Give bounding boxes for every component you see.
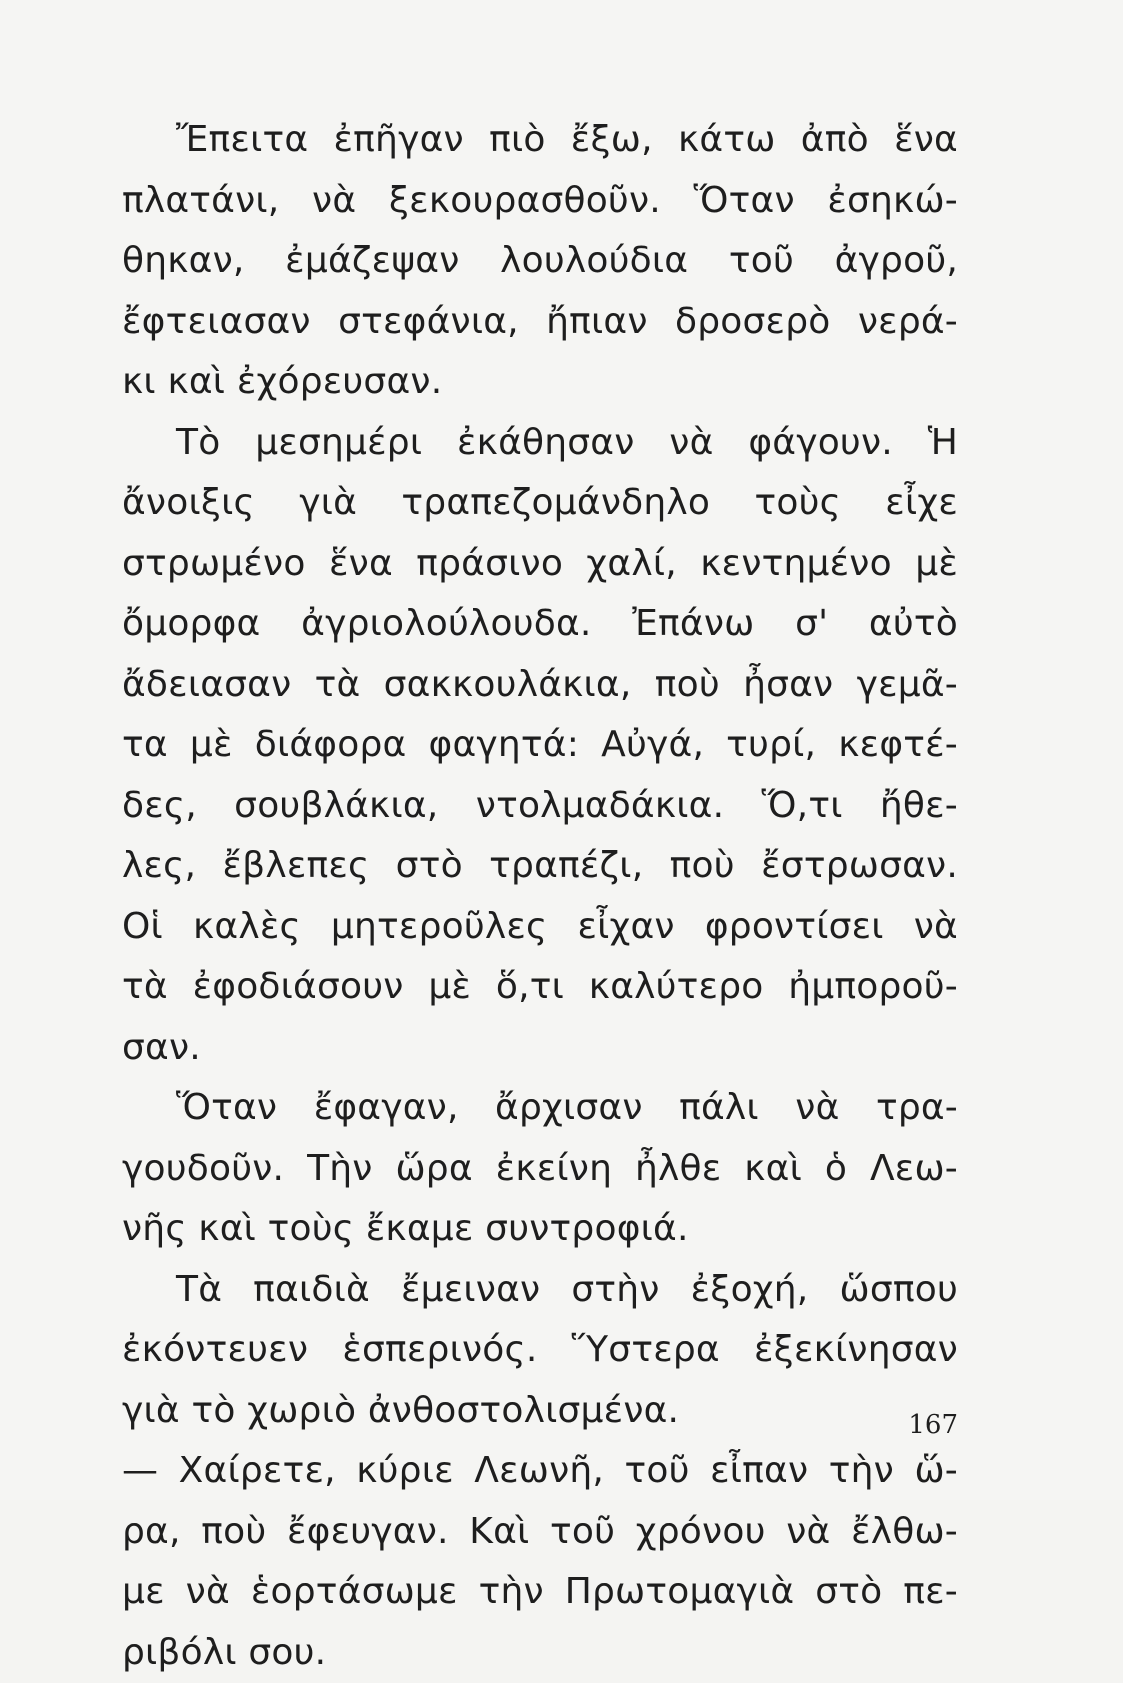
dialogue-line: — Χαίρετε, κύριε Λεωνῆ, τοῦ εἶπαν τὴν ὥ- (122, 1441, 958, 1502)
text-line: δες, σουβλάκια, ντολμαδάκια. Ὅ,τι ἤθε- (122, 776, 958, 837)
text-line: Οἱ καλὲς μητεροῦλες εἶχαν φροντίσει νὰ (122, 897, 958, 958)
text-line: Τὸ μεσημέρι ἐκάθησαν νὰ φάγουν. Ἡ (122, 413, 958, 474)
dialogue-line: ρα, ποὺ ἔφευγαν. Καὶ τοῦ χρόνου νὰ ἔλθω- (122, 1502, 958, 1563)
text-line: νῆς καὶ τοὺς ἔκαμε συντροφιά. (122, 1199, 958, 1260)
text-line: τα μὲ διάφορα φαγητά: Αὐγά, τυρί, κεφτέ- (122, 715, 958, 776)
page-number: 167 (902, 1410, 958, 1440)
text-line: κι καὶ ἐχόρευσαν. (122, 352, 958, 413)
text-line: πλατάνι, νὰ ξεκουρασθοῦν. Ὅταν ἐσηκώ- (122, 171, 958, 232)
page-text (122, 110, 958, 1683)
text-line: ἔφτειασαν στεφάνια, ἤπιαν δροσερὸ νερά- (122, 292, 958, 353)
text-line: ἄνοιξις γιὰ τραπεζομάνδηλο τοὺς εἶχε (122, 473, 958, 534)
dialogue-line: ριβόλι σου. (122, 1623, 958, 1683)
dialogue-line: με νὰ ἑορτάσωμε τὴν Πρωτομαγιὰ στὸ πε- (122, 1562, 958, 1623)
text-line: λες, ἔβλεπες στὸ τραπέζι, ποὺ ἔστρωσαν. (122, 836, 958, 897)
text-line: Τὰ παιδιὰ ἔμειναν στὴν ἐξοχή, ὥσπου (122, 1260, 958, 1321)
text-line: ὄμορφα ἀγριολούλουδα. Ἐπάνω σ' αὐτὸ (122, 594, 958, 655)
text-line: Ἔπειτα ἐπῆγαν πιὸ ἔξω, κάτω ἀπὸ ἕνα (122, 110, 958, 171)
text-line: ἄδειασαν τὰ σακκουλάκια, ποὺ ἦσαν γεμᾶ- (122, 655, 958, 716)
text-line: θηκαν, ἐμάζεψαν λουλούδια τοῦ ἀγροῦ, (122, 231, 958, 292)
text-line: Ὅταν ἔφαγαν, ἄρχισαν πάλι νὰ τρα- (122, 1078, 958, 1139)
text-line: τὰ ἐφοδιάσουν μὲ ὅ,τι καλύτερο ἠμποροῦ- (122, 957, 958, 1018)
text-line: γουδοῦν. Τὴν ὥρα ἐκείνη ἦλθε καὶ ὁ Λεω- (122, 1139, 958, 1200)
text-line: ἐκόντευεν ἑσπερινός. Ὕστερα ἐξεκίνησαν (122, 1320, 958, 1381)
text-line: γιὰ τὸ χωριὸ ἀνθοστολισμένα. (122, 1381, 958, 1442)
text-line: στρωμένο ἕνα πράσινο χαλί, κεντημένο μὲ (122, 534, 958, 595)
text-line: σαν. (122, 1018, 958, 1079)
